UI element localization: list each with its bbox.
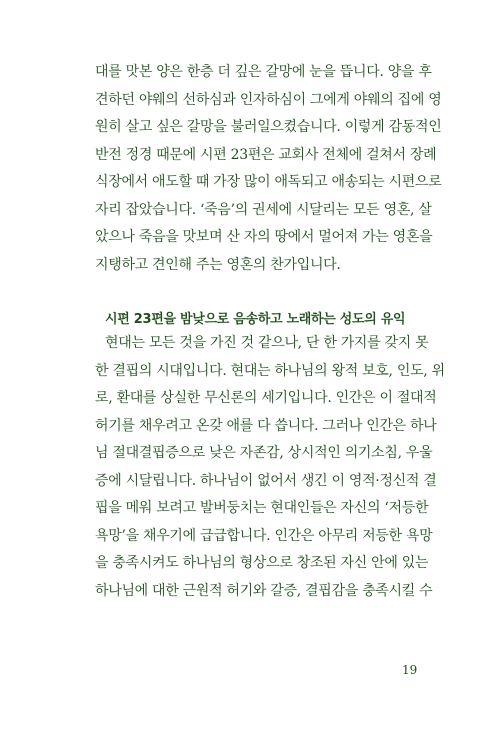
text-line: 증에 시달립니다. 하나님이 없어서 생긴 이 영적·정신적 결 (95, 472, 437, 489)
text-line: 을 충족시켜도 하나님의 형상으로 창조된 자신 안에 있는 (95, 555, 429, 571)
text-line: 식장에서 애도할 때 가장 많이 애독되고 애송되는 시편으로 (95, 174, 442, 190)
text-line: 님 절대결핍증으로 낮은 자존감, 상시적인 의기소침, 우울 (95, 445, 433, 461)
text-line: 자리 잡았습니다. ‘죽음’의 권세에 시달리는 모든 영혼, 살 (95, 201, 432, 218)
text-line: 허기를 채우려고 온갖 애를 다 씁니다. 그러나 인간은 하나 (95, 417, 437, 434)
text-line: 현대는 모든 것을 가진 것 같으나, 단 한 가지를 갖지 못 (105, 335, 429, 351)
body-paragraph-2 (95, 330, 445, 605)
text-line: 지탱하고 견인해 주는 영혼의 찬가입니다. (95, 256, 341, 273)
text-line: 원히 살고 싶은 갈망을 불러일으켰습니다. 이렇게 감동적인 (95, 119, 442, 135)
section-heading: 시편 23편을 밤낮으로 음송하고 노래하는 성도의 유익 (105, 312, 406, 327)
text-line: 로, 환대를 상실한 무신론의 세기입니다. 인간은 이 절대적 (95, 390, 437, 406)
page-number: 19 (402, 663, 418, 677)
text-line: 견하던 야웨의 선하심과 인자하심이 그에게 야웨의 집에 영 (95, 91, 442, 108)
text-line: 반전 정경 때문에 시편 23편은 교회사 전체에 걸쳐서 장례 (95, 146, 437, 163)
text-line: 았으나 죽음을 맛보며 산 자의 땅에서 멀어져 가는 영혼을 (95, 229, 433, 245)
text-line: 욕망’을 채우기에 급급합니다. 인간은 아무리 저등한 욕망 (95, 527, 433, 544)
text-line: 대를 맛본 양은 한층 더 깊은 갈망에 눈을 뜹니다. 양을 후 (95, 64, 432, 80)
text-line: 하나님에 대한 근원적 허기와 갈증, 결핍감을 충족시킬 수 (95, 582, 433, 599)
text-line: 한 결핍의 시대입니다. 현대는 하나님의 왕적 보호, 인도, 위 (95, 362, 445, 379)
body-paragraph-1 (95, 59, 442, 279)
text-line: 핍을 메워 보려고 발버둥치는 현대인들은 자신의 ‘저등한 (95, 500, 429, 516)
